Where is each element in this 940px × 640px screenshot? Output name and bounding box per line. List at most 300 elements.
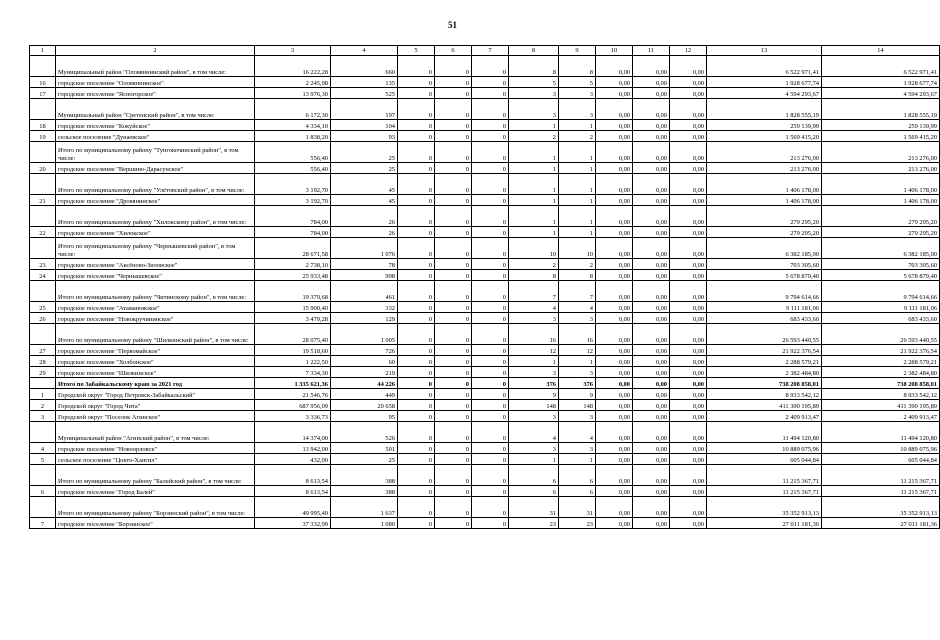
value-cell: 21 546,76 [255, 389, 331, 400]
value-cell: 6 [509, 465, 559, 486]
value-cell: 0,00 [633, 389, 670, 400]
value-cell: 0 [435, 163, 472, 174]
row-number-cell [30, 174, 56, 195]
name-cell: Итого по муниципальному району "Читинскому район", в том числе: [56, 281, 255, 302]
value-cell: 1 [509, 174, 559, 195]
name-cell: Городской округ "Город Петровск-Забайкальский" [56, 389, 255, 400]
value-cell: 0 [398, 356, 435, 367]
value-cell: 3 336,73 [255, 411, 331, 422]
value-cell: 0,00 [670, 195, 707, 206]
value-cell: 1 [559, 454, 596, 465]
value-cell: 0 [435, 400, 472, 411]
column-header: 3 [255, 46, 331, 56]
value-cell: 0,00 [633, 99, 670, 120]
table-row [30, 454, 940, 465]
table-row [30, 378, 940, 389]
value-cell: 0,00 [670, 174, 707, 195]
value-cell: 1 [509, 356, 559, 367]
value-cell: 0,00 [596, 367, 633, 378]
value-cell: 0,00 [596, 411, 633, 422]
value-cell: 0,00 [670, 465, 707, 486]
value-cell: 0 [472, 195, 509, 206]
table-row [30, 389, 940, 400]
value-cell: 0,00 [633, 174, 670, 195]
value-cell: 0 [398, 142, 435, 163]
value-cell: 0,00 [596, 486, 633, 497]
value-cell: 12 [509, 345, 559, 356]
value-cell: 0 [398, 345, 435, 356]
value-cell: 15 900,40 [255, 302, 331, 313]
value-cell: 0,00 [670, 281, 707, 302]
value-cell: 3 [509, 411, 559, 422]
value-cell: 660 [331, 56, 398, 77]
value-cell: 0 [398, 497, 435, 518]
table-row [30, 324, 940, 345]
table-row [30, 356, 940, 367]
value-cell: 21 922 376,54 [822, 345, 940, 356]
value-cell: 703 305,60 [707, 259, 822, 270]
value-cell: 376 [559, 378, 596, 389]
value-cell: 44 226 [331, 378, 398, 389]
value-cell: 0,00 [633, 227, 670, 238]
value-cell: 3 [559, 443, 596, 454]
value-cell: 0,00 [670, 142, 707, 163]
value-cell: 0,00 [596, 443, 633, 454]
value-cell: 25 933,48 [255, 270, 331, 281]
value-cell: 0,00 [596, 356, 633, 367]
value-cell: 8 933 542,12 [822, 389, 940, 400]
name-cell: Итого по муниципальному району "Улётовский район", в том числе: [56, 174, 255, 195]
value-cell: 148 [509, 400, 559, 411]
value-cell: 1 005 [331, 324, 398, 345]
value-cell: 2 409 913,47 [707, 411, 822, 422]
value-cell: 683 433,60 [707, 313, 822, 324]
value-cell: 0,00 [633, 443, 670, 454]
value-cell: 0 [435, 131, 472, 142]
value-cell: 0,00 [670, 88, 707, 99]
value-cell: 0 [398, 227, 435, 238]
row-number-cell: 17 [30, 88, 56, 99]
column-header: 11 [633, 46, 670, 56]
value-cell: 1 [559, 120, 596, 131]
value-cell: 0,00 [633, 367, 670, 378]
value-cell: 0,00 [633, 345, 670, 356]
value-cell: 9 111 181,06 [707, 302, 822, 313]
value-cell: 2 409 913,47 [822, 411, 940, 422]
value-cell: 0,00 [596, 227, 633, 238]
value-cell: 0 [398, 206, 435, 227]
value-cell: 0,00 [596, 206, 633, 227]
value-cell: 45 [331, 174, 398, 195]
name-cell: Муниципальный район "Сретенский район", в том числе: [56, 99, 255, 120]
value-cell: 0 [472, 131, 509, 142]
row-number-cell [30, 465, 56, 486]
value-cell: 279 295,20 [707, 206, 822, 227]
value-cell: 6 382 185,00 [707, 238, 822, 259]
name-cell: Муниципальный район "Агинский район", в том числе: [56, 422, 255, 443]
value-cell: 21 922 376,54 [707, 345, 822, 356]
name-cell: Итого по муниципальному району "Тунгокочинский район", в том числе: [56, 142, 255, 163]
value-cell: 0,00 [633, 518, 670, 529]
value-cell: 0 [472, 163, 509, 174]
row-number-cell: 25 [30, 302, 56, 313]
table-row [30, 411, 940, 422]
name-cell: городское поселение "Вершино-Дарасунское" [56, 163, 255, 174]
value-cell: 1 [509, 454, 559, 465]
value-cell: 10 [559, 238, 596, 259]
table-row [30, 422, 940, 443]
value-cell: 0,00 [596, 56, 633, 77]
name-cell: Итого по Забайкальскому краю за 2021 год [56, 378, 255, 389]
name-cell: городское поселение "Ясногорское" [56, 88, 255, 99]
row-number-cell: 20 [30, 163, 56, 174]
value-cell: 0,00 [633, 163, 670, 174]
value-cell: 784,00 [255, 206, 331, 227]
row-number-cell: 3 [30, 411, 56, 422]
value-cell: 25 [331, 454, 398, 465]
value-cell: 0 [398, 465, 435, 486]
value-cell: 1 [559, 142, 596, 163]
value-cell: 11 494 120,80 [822, 422, 940, 443]
value-cell: 0,00 [633, 302, 670, 313]
value-cell: 8 [509, 270, 559, 281]
column-header: 14 [822, 46, 940, 56]
row-number-cell [30, 206, 56, 227]
value-cell: 0 [472, 174, 509, 195]
value-cell: 78 [331, 259, 398, 270]
value-cell: 0,00 [633, 378, 670, 389]
name-cell: Городской округ "Поселок Агинское" [56, 411, 255, 422]
value-cell: 0 [435, 302, 472, 313]
value-cell: 0 [472, 281, 509, 302]
value-cell: 1 [509, 195, 559, 206]
value-cell: 0,00 [596, 400, 633, 411]
value-cell: 1 [559, 174, 596, 195]
value-cell: 0,00 [670, 486, 707, 497]
value-cell: 2 288 579,21 [822, 356, 940, 367]
value-cell: 332 [331, 302, 398, 313]
value-cell: 0,00 [633, 356, 670, 367]
value-cell: 0,00 [670, 56, 707, 77]
value-cell: 129 [331, 313, 398, 324]
value-cell: 0,00 [633, 411, 670, 422]
value-cell: 0 [472, 99, 509, 120]
value-cell: 0 [398, 259, 435, 270]
value-cell: 135 [331, 77, 398, 88]
value-cell: 0,00 [670, 238, 707, 259]
column-header: 4 [331, 46, 398, 56]
value-cell: 14 374,00 [255, 422, 331, 443]
name-cell: Итого по муниципальному району "Хилокскому район", в том числе: [56, 206, 255, 227]
value-cell: 0 [435, 454, 472, 465]
value-cell: 20 658 [331, 400, 398, 411]
value-cell: 0 [435, 324, 472, 345]
row-number-cell [30, 324, 56, 345]
value-cell: 0,00 [670, 206, 707, 227]
value-cell: 1 406 178,00 [822, 174, 940, 195]
value-cell: 0,00 [670, 302, 707, 313]
value-cell: 0 [398, 411, 435, 422]
table-row [30, 465, 940, 486]
value-cell: 1 928 677,74 [822, 77, 940, 88]
row-number-cell: 28 [30, 356, 56, 367]
value-cell: 9 111 181,06 [822, 302, 940, 313]
value-cell: 0,00 [670, 367, 707, 378]
value-cell: 16 222,28 [255, 56, 331, 77]
value-cell: 0 [472, 324, 509, 345]
value-cell: 0,00 [596, 174, 633, 195]
value-cell: 0 [472, 120, 509, 131]
value-cell: 1 569 415,20 [707, 131, 822, 142]
value-cell: 0 [472, 302, 509, 313]
row-number-cell: 1 [30, 389, 56, 400]
value-cell: 1 928 677,74 [707, 77, 822, 88]
value-cell: 7 [509, 281, 559, 302]
name-cell: Городской округ "Город Чита" [56, 400, 255, 411]
value-cell: 259 139,99 [822, 120, 940, 131]
name-cell: Муниципальный район "Оловяннинский район", в том числе: [56, 56, 255, 77]
value-cell: 0,00 [633, 142, 670, 163]
value-cell: 3 [509, 313, 559, 324]
value-cell: 411 390 195,89 [822, 400, 940, 411]
value-cell: 0 [435, 238, 472, 259]
value-cell: 0,00 [670, 378, 707, 389]
value-cell: 0,00 [670, 400, 707, 411]
name-cell: Итого по муниципальному району "Борзинский район", в том числе: [56, 497, 255, 518]
row-number-cell: 7 [30, 518, 56, 529]
value-cell: 0 [398, 99, 435, 120]
value-cell: 3 [509, 99, 559, 120]
value-cell: 461 [331, 281, 398, 302]
row-number-cell: 21 [30, 195, 56, 206]
table-row [30, 259, 940, 270]
value-cell: 0 [398, 238, 435, 259]
value-cell: 25 [331, 163, 398, 174]
value-cell: 1 [559, 356, 596, 367]
value-cell: 213 276,00 [822, 142, 940, 163]
table-row [30, 302, 940, 313]
value-cell: 11 215 367,71 [707, 465, 822, 486]
name-cell: Итого по муниципальному району "Шилкинский район", в том числе: [56, 324, 255, 345]
value-cell: 0 [398, 518, 435, 529]
name-cell: городское поселение "Первомайское" [56, 345, 255, 356]
value-cell: 0,00 [670, 270, 707, 281]
value-cell: 26 593 440,55 [822, 324, 940, 345]
value-cell: 0,00 [596, 163, 633, 174]
value-cell: 0,00 [596, 302, 633, 313]
row-number-cell [30, 497, 56, 518]
value-cell: 4 594 293,67 [822, 88, 940, 99]
column-header: 8 [509, 46, 559, 56]
value-cell: 0 [472, 497, 509, 518]
value-cell: 0 [398, 56, 435, 77]
value-cell: 0,00 [633, 486, 670, 497]
value-cell: 23 [509, 518, 559, 529]
table-row [30, 281, 940, 302]
value-cell: 0,00 [670, 345, 707, 356]
value-cell: 95 [331, 411, 398, 422]
header-row [30, 46, 940, 56]
value-cell: 0,00 [596, 313, 633, 324]
value-cell: 9 [559, 389, 596, 400]
value-cell: 0,00 [596, 281, 633, 302]
value-cell: 5 [559, 77, 596, 88]
value-cell: 16 [559, 324, 596, 345]
value-cell: 279 295,20 [707, 227, 822, 238]
row-number-cell: 27 [30, 345, 56, 356]
row-number-cell [30, 378, 56, 389]
value-cell: 0 [472, 238, 509, 259]
value-cell: 279 295,20 [822, 206, 940, 227]
row-number-cell: 29 [30, 367, 56, 378]
value-cell: 104 [331, 120, 398, 131]
value-cell: 6 [559, 465, 596, 486]
value-cell: 0,00 [596, 389, 633, 400]
value-cell: 0,00 [670, 518, 707, 529]
value-cell: 0 [472, 206, 509, 227]
value-cell: 0 [472, 56, 509, 77]
value-cell: 556,40 [255, 142, 331, 163]
value-cell: 3 [509, 443, 559, 454]
value-cell: 1 406 178,00 [707, 195, 822, 206]
value-cell: 605 044,84 [822, 454, 940, 465]
value-cell: 0 [435, 174, 472, 195]
value-cell: 525 [331, 88, 398, 99]
value-cell: 0 [472, 270, 509, 281]
value-cell: 0,00 [633, 497, 670, 518]
value-cell: 738 208 858,01 [822, 378, 940, 389]
value-cell: 0 [398, 389, 435, 400]
value-cell: 0,00 [670, 497, 707, 518]
table-row [30, 131, 940, 142]
value-cell: 0,00 [596, 497, 633, 518]
value-cell: 0 [472, 518, 509, 529]
value-cell: 6 172,30 [255, 99, 331, 120]
value-cell: 8 613,54 [255, 486, 331, 497]
value-cell: 0,00 [633, 259, 670, 270]
value-cell: 9 794 614,66 [707, 281, 822, 302]
value-cell: 1 076 [331, 238, 398, 259]
value-cell: 0 [398, 313, 435, 324]
value-cell: 148 [559, 400, 596, 411]
value-cell: 526 [331, 422, 398, 443]
value-cell: 0 [435, 227, 472, 238]
row-number-cell: 18 [30, 120, 56, 131]
value-cell: 10 889 075,96 [822, 443, 940, 454]
column-header: 6 [435, 46, 472, 56]
value-cell: 27 011 181,36 [822, 518, 940, 529]
value-cell: 0,00 [670, 411, 707, 422]
value-cell: 26 [331, 227, 398, 238]
table-row [30, 56, 940, 77]
value-cell: 3 192,70 [255, 174, 331, 195]
value-cell: 3 [559, 367, 596, 378]
value-cell: 28 075,40 [255, 324, 331, 345]
value-cell: 3 [559, 99, 596, 120]
value-cell: 0,00 [633, 422, 670, 443]
value-cell: 4 334,10 [255, 120, 331, 131]
value-cell: 11 215 367,71 [822, 465, 940, 486]
value-cell: 23 [559, 518, 596, 529]
value-cell: 0,00 [633, 88, 670, 99]
value-cell: 5 678 879,40 [707, 270, 822, 281]
name-cell: городское поселение "Атамановское" [56, 302, 255, 313]
value-cell: 0,00 [596, 238, 633, 259]
value-cell: 25 [331, 142, 398, 163]
row-number-cell: 22 [30, 227, 56, 238]
value-cell: 0 [435, 77, 472, 88]
value-cell: 8 933 542,12 [707, 389, 822, 400]
value-cell: 2 382 484,80 [822, 367, 940, 378]
value-cell: 1 335 621,36 [255, 378, 331, 389]
table-row [30, 345, 940, 356]
name-cell: городское поселение "Новокручининское" [56, 313, 255, 324]
row-number-cell: 5 [30, 454, 56, 465]
column-header: 2 [56, 46, 255, 56]
value-cell: 26 593 440,55 [707, 324, 822, 345]
value-cell: 0,00 [670, 389, 707, 400]
value-cell: 2 [559, 259, 596, 270]
value-cell: 0 [435, 270, 472, 281]
value-cell: 3 [559, 411, 596, 422]
table-row [30, 367, 940, 378]
value-cell: 0,00 [670, 324, 707, 345]
value-cell: 1 [559, 195, 596, 206]
row-number-cell: 19 [30, 131, 56, 142]
row-number-cell [30, 142, 56, 163]
value-cell: 16 [509, 324, 559, 345]
value-cell: 0,00 [633, 131, 670, 142]
value-cell: 0 [435, 465, 472, 486]
value-cell: 0,00 [670, 163, 707, 174]
value-cell: 213 276,00 [707, 163, 822, 174]
value-cell: 0 [472, 227, 509, 238]
value-cell: 0 [472, 411, 509, 422]
value-cell: 0 [435, 411, 472, 422]
value-cell: 0,00 [670, 259, 707, 270]
value-cell: 0 [398, 378, 435, 389]
value-cell: 0,00 [596, 324, 633, 345]
value-cell: 10 889 075,96 [707, 443, 822, 454]
value-cell: 1 [509, 163, 559, 174]
row-number-cell [30, 281, 56, 302]
value-cell: 0 [398, 281, 435, 302]
value-cell: 449 [331, 389, 398, 400]
value-cell: 31 [559, 497, 596, 518]
value-cell: 0,00 [596, 88, 633, 99]
value-cell: 1 [509, 227, 559, 238]
value-cell: 0 [398, 302, 435, 313]
value-cell: 0 [435, 56, 472, 77]
value-cell: 0 [398, 400, 435, 411]
value-cell: 28 671,58 [255, 238, 331, 259]
value-cell: 0 [472, 345, 509, 356]
value-cell: 45 [331, 195, 398, 206]
value-cell: 0 [398, 88, 435, 99]
name-cell: сельское поселение "Цокто-Хангил" [56, 454, 255, 465]
value-cell: 0 [472, 400, 509, 411]
value-cell: 4 [559, 302, 596, 313]
value-cell: 0 [435, 99, 472, 120]
value-cell: 13 942,00 [255, 443, 331, 454]
value-cell: 0 [435, 195, 472, 206]
value-cell: 0,00 [670, 356, 707, 367]
table-body [30, 46, 940, 529]
value-cell: 0 [472, 465, 509, 486]
value-cell: 1 [559, 206, 596, 227]
table-row [30, 486, 940, 497]
value-cell: 0,00 [670, 422, 707, 443]
